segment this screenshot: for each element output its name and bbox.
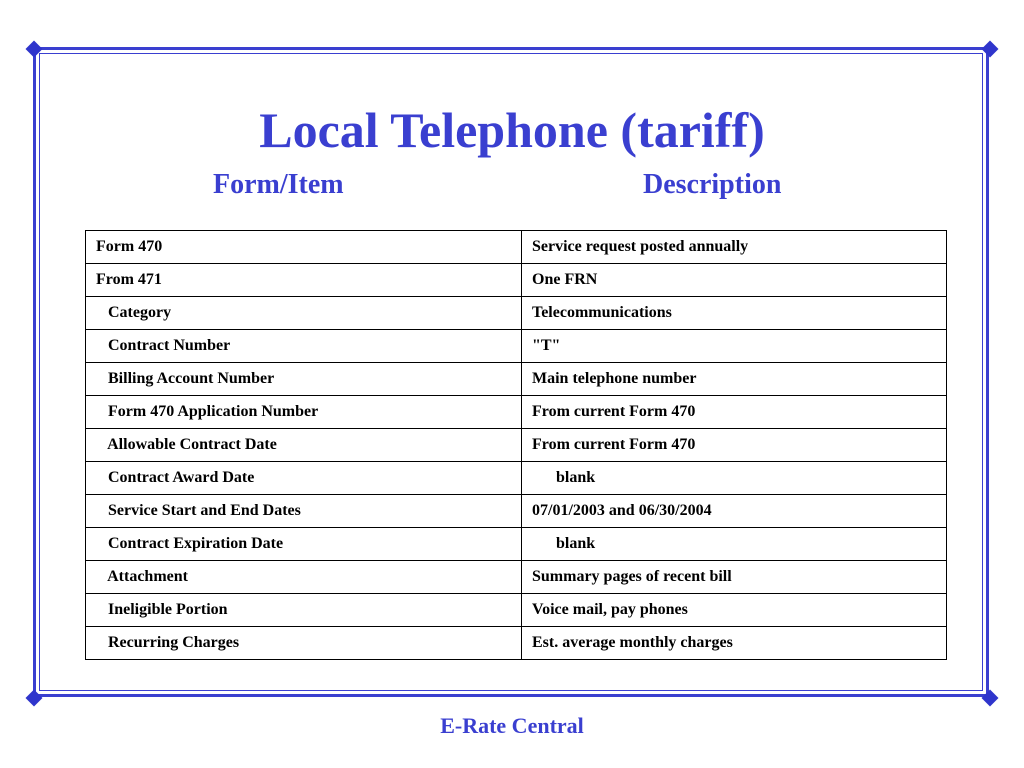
description-cell: Service request posted annually — [522, 231, 947, 264]
column-heading-description: Description — [643, 169, 782, 200]
form-item-cell: From 471 — [86, 264, 522, 297]
table-row — [86, 627, 947, 660]
description-cell: From current Form 470 — [522, 429, 947, 462]
description-cell: blank — [522, 528, 947, 561]
table-row — [86, 330, 947, 363]
form-items-table — [85, 230, 947, 660]
description-cell: Summary pages of recent bill — [522, 561, 947, 594]
form-item-cell: Billing Account Number — [86, 363, 522, 396]
form-item-cell: Ineligible Portion — [86, 594, 522, 627]
description-cell: Main telephone number — [522, 363, 947, 396]
form-item-cell: Allowable Contract Date — [86, 429, 522, 462]
description-cell: One FRN — [522, 264, 947, 297]
table-row — [86, 528, 947, 561]
table-row — [86, 495, 947, 528]
description-cell: Est. average monthly charges — [522, 627, 947, 660]
table-row — [86, 462, 947, 495]
description-cell: 07/01/2003 and 06/30/2004 — [522, 495, 947, 528]
table-row — [86, 363, 947, 396]
table-row — [86, 561, 947, 594]
table-row — [86, 297, 947, 330]
table-row — [86, 264, 947, 297]
form-item-cell: Contract Number — [86, 330, 522, 363]
table-row — [86, 396, 947, 429]
form-item-cell: Category — [86, 297, 522, 330]
form-item-cell: Form 470 Application Number — [86, 396, 522, 429]
slide-title: Local Telephone (tariff) — [259, 102, 765, 158]
form-item-cell: Contract Expiration Date — [86, 528, 522, 561]
description-cell: blank — [522, 462, 947, 495]
table-row — [86, 231, 947, 264]
form-item-cell: Contract Award Date — [86, 462, 522, 495]
description-cell: Voice mail, pay phones — [522, 594, 947, 627]
form-item-cell: Attachment — [86, 561, 522, 594]
column-heading-form-item: Form/Item — [213, 169, 344, 200]
description-cell: From current Form 470 — [522, 396, 947, 429]
description-cell: Telecommunications — [522, 297, 947, 330]
footer-brand: E-Rate Central — [440, 713, 584, 738]
form-item-cell: Recurring Charges — [86, 627, 522, 660]
form-item-cell: Form 470 — [86, 231, 522, 264]
table-row — [86, 429, 947, 462]
table-row — [86, 594, 947, 627]
form-item-cell: Service Start and End Dates — [86, 495, 522, 528]
description-cell: "T" — [522, 330, 947, 363]
